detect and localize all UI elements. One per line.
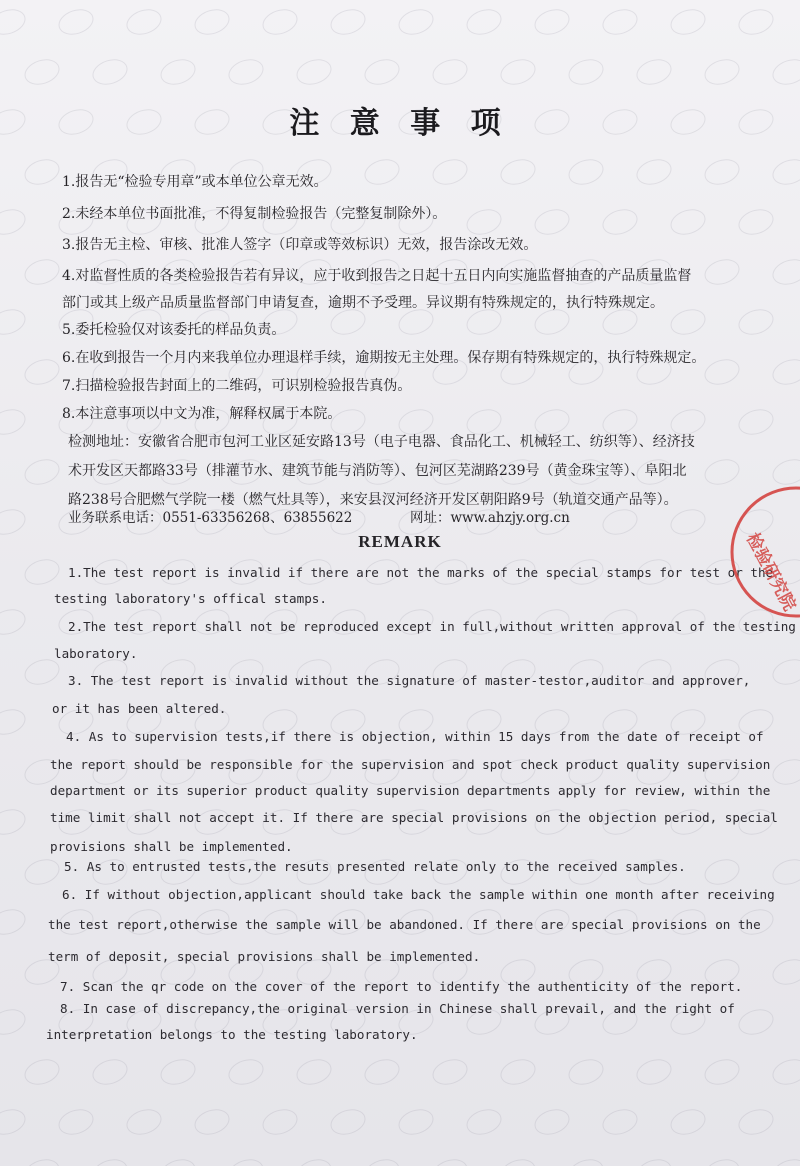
watermark-mark bbox=[157, 1055, 199, 1089]
watermark-mark bbox=[735, 305, 777, 339]
remark-line-1: 1.The test report is invalid if there are not the marks of the special stamps for test or the bbox=[68, 565, 774, 580]
watermark-mark bbox=[361, 55, 403, 89]
remark-line-2: testing laboratory's offical stamps. bbox=[54, 591, 327, 606]
watermark-mark bbox=[225, 1155, 267, 1166]
watermark-mark bbox=[191, 1105, 233, 1139]
notice-item-3: 3.报告无主检、审核、批准人签字（印章或等效标识）无效，报告涂改无效。 bbox=[62, 237, 538, 253]
watermark-mark bbox=[191, 5, 233, 39]
watermark-mark bbox=[157, 55, 199, 89]
watermark-mark bbox=[293, 1055, 335, 1089]
watermark-mark bbox=[21, 455, 63, 489]
watermark-mark bbox=[667, 5, 709, 39]
watermark-mark bbox=[735, 405, 777, 439]
watermark-mark bbox=[0, 205, 29, 239]
watermark-mark bbox=[701, 55, 743, 89]
notice-item-5: 5.委托检验仅对该委托的样品负责。 bbox=[62, 322, 286, 338]
notice-item-2: 2.未经本单位书面批准，不得复制检验报告（完整复制除外）。 bbox=[62, 206, 447, 222]
watermark-mark bbox=[0, 905, 29, 939]
watermark-mark bbox=[531, 5, 573, 39]
watermark-mark bbox=[0, 1005, 29, 1039]
watermark-mark bbox=[89, 55, 131, 89]
page-title: 注 意 事 项 bbox=[289, 106, 511, 141]
watermark-mark bbox=[769, 955, 800, 989]
watermark-mark bbox=[633, 1055, 675, 1089]
watermark-mark bbox=[327, 5, 369, 39]
remark-line-10: time limit shall not accept it. If there are special provisions on the objection period, special bbox=[50, 810, 778, 825]
watermark-mark bbox=[497, 1055, 539, 1089]
watermark-mark bbox=[21, 855, 63, 889]
address-line-2: 术开发区天都路33号（排灌节水、建筑节能与消防等）、包河区芜湖路239号（黄金珠宝等）、阜阳北 bbox=[68, 463, 687, 479]
watermark-mark bbox=[225, 1055, 267, 1089]
address-line-1: 检测地址：安徽省合肥市包河工业区延安路13号（电子电器、食品化工、机械轻工、纺织等）、经济技 bbox=[68, 434, 695, 450]
watermark-mark bbox=[497, 55, 539, 89]
remark-line-4: laboratory. bbox=[54, 646, 138, 661]
watermark-mark bbox=[667, 1105, 709, 1139]
watermark-mark bbox=[21, 1055, 63, 1089]
watermark-mark bbox=[0, 705, 29, 739]
watermark-mark bbox=[769, 255, 800, 289]
watermark-mark bbox=[735, 5, 777, 39]
watermark-mark bbox=[361, 1155, 403, 1166]
watermark-mark bbox=[21, 155, 63, 189]
watermark-mark bbox=[157, 1155, 199, 1166]
watermark-mark bbox=[497, 1155, 539, 1166]
remark-line-8: the report should be responsible for the supervision and spot check product quality supervision bbox=[50, 757, 771, 772]
stamp-text: 检验研究院 bbox=[741, 529, 800, 615]
watermark-mark bbox=[361, 1055, 403, 1089]
watermark-mark bbox=[0, 605, 29, 639]
watermark-mark bbox=[21, 555, 63, 589]
remark-line-6: or it has been altered. bbox=[52, 701, 227, 716]
testing-address bbox=[68, 428, 728, 515]
notice-item-7: 7.扫描检验报告封面上的二维码，可识别检验报告真伪。 bbox=[62, 378, 412, 394]
watermark-mark bbox=[0, 5, 29, 39]
watermark-mark bbox=[769, 55, 800, 89]
remark-line-14: the test report,otherwise the sample will be abandoned. If there are special provisions on the bbox=[48, 917, 761, 932]
notice-item-1: 1.报告无“检验专用章”或本单位公章无效。 bbox=[62, 174, 328, 190]
watermark-mark bbox=[21, 355, 63, 389]
watermark-mark bbox=[599, 5, 641, 39]
watermark-mark bbox=[293, 55, 335, 89]
watermark-mark bbox=[89, 1155, 131, 1166]
remark-line-15: term of deposit, special provisions shall be implemented. bbox=[48, 949, 481, 964]
remark-line-13: 6. If without objection,applicant should take back the sample within one month after receiving bbox=[62, 887, 775, 902]
remark-line-16: 7. Scan the qr code on the cover of the report to identify the authenticity of the report. bbox=[60, 979, 743, 994]
watermark-mark bbox=[0, 1105, 29, 1139]
notice-item-4-line-1: 4.对监督性质的各类检验报告若有异议，应于收到报告之日起十五日内向实施监督抽查的产品质量监督 bbox=[62, 268, 692, 284]
watermark-mark bbox=[293, 1155, 335, 1166]
watermark-mark bbox=[769, 1055, 800, 1089]
watermark-mark bbox=[0, 405, 29, 439]
watermark-mark bbox=[735, 1005, 777, 1039]
notice-item-6: 6.在收到报告一个月内来我单位办理退样手续，逾期按无主处理。保存期有特殊规定的，执行特殊规定。 bbox=[62, 350, 706, 366]
remark-line-17: 8. In case of discrepancy,the original version in Chinese shall prevail, and the right of bbox=[60, 1001, 735, 1016]
watermark-mark bbox=[21, 55, 63, 89]
remark-line-12: 5. As to entrusted tests,the resuts presented relate only to the received samples. bbox=[64, 859, 686, 874]
watermark-mark bbox=[531, 1105, 573, 1139]
watermark-mark bbox=[463, 5, 505, 39]
watermark-mark bbox=[769, 755, 800, 789]
business-phone: 业务联系电话：0551-63356268、63855622 bbox=[68, 510, 353, 526]
watermark-mark bbox=[0, 305, 29, 339]
watermark-mark bbox=[463, 1105, 505, 1139]
watermark-mark bbox=[701, 1155, 743, 1166]
watermark-mark bbox=[769, 355, 800, 389]
watermark-mark bbox=[259, 1105, 301, 1139]
remark-line-5: 3. The test report is invalid without the signature of master-testor,auditor and approver, bbox=[68, 673, 751, 688]
address-line-3: 路238号合肥燃气学院一楼（燃气灶具等），来安县汊河经济开发区朝阳路9号（轨道交通产品等）。 bbox=[68, 492, 678, 508]
watermark-mark bbox=[0, 805, 29, 839]
remark-line-9: department or its superior product quality supervision departments apply for review, within the bbox=[50, 783, 771, 798]
remark-line-3: 2.The test report shall not be reproduced except in full,without written approval of the testing bbox=[68, 619, 796, 634]
watermark-mark bbox=[89, 1055, 131, 1089]
watermark-mark bbox=[429, 1055, 471, 1089]
notice-item-4-line-2: 部门或其上级产品质量监督部门申请复查，逾期不予受理。异议期有特殊规定的，执行特殊规定。 bbox=[62, 295, 664, 311]
watermark-mark bbox=[55, 5, 97, 39]
watermark-mark bbox=[21, 255, 63, 289]
remark-line-11: provisions shall be implemented. bbox=[50, 839, 293, 854]
watermark-mark bbox=[701, 1055, 743, 1089]
watermark-mark bbox=[565, 1155, 607, 1166]
remark-line-7: 4. As to supervision tests,if there is objection, within 15 days from the date of receipt of bbox=[66, 729, 764, 744]
watermark-mark bbox=[327, 1105, 369, 1139]
watermark-mark bbox=[633, 55, 675, 89]
watermark-mark bbox=[735, 205, 777, 239]
watermark-mark bbox=[735, 1105, 777, 1139]
watermark-mark bbox=[225, 55, 267, 89]
remark-line-18: interpretation belongs to the testing laboratory. bbox=[46, 1027, 418, 1042]
watermark-mark bbox=[769, 155, 800, 189]
watermark-mark bbox=[21, 1155, 63, 1166]
watermark-mark bbox=[123, 1105, 165, 1139]
watermark-mark bbox=[429, 1155, 471, 1166]
watermark-mark bbox=[123, 5, 165, 39]
watermark-mark bbox=[395, 1105, 437, 1139]
watermark-mark bbox=[565, 1055, 607, 1089]
official-red-stamp bbox=[726, 482, 800, 622]
watermark-mark bbox=[55, 1105, 97, 1139]
watermark-mark bbox=[395, 5, 437, 39]
watermark-mark bbox=[769, 655, 800, 689]
watermark-mark bbox=[633, 1155, 675, 1166]
watermark-mark bbox=[769, 1155, 800, 1166]
watermark-mark bbox=[259, 5, 301, 39]
watermark-mark bbox=[429, 55, 471, 89]
notice-item-8: 8.本注意事项以中文为准，解释权属于本院。 bbox=[62, 406, 342, 422]
watermark-mark bbox=[599, 1105, 641, 1139]
watermark-mark bbox=[565, 55, 607, 89]
website-address: 网址：www.ahzjy.org.cn bbox=[410, 510, 570, 526]
remark-heading: REMARK bbox=[358, 532, 442, 551]
